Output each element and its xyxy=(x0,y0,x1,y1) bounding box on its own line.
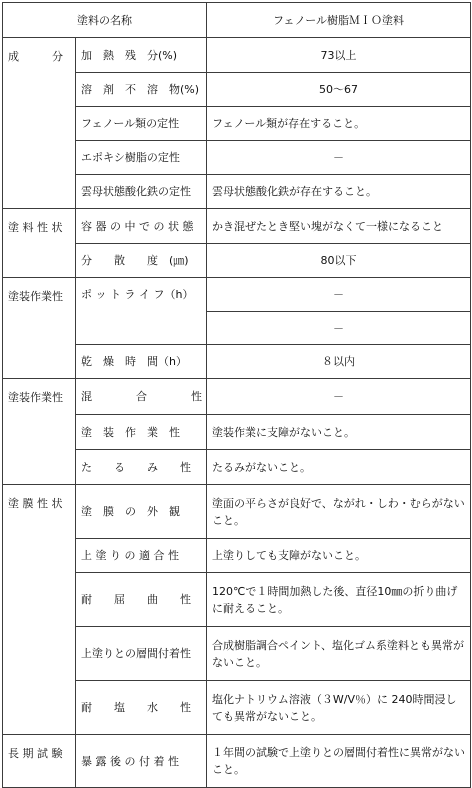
value-cell: 塗面の平らさが良好で、ながれ・しわ・むらがないこと。 xyxy=(207,485,471,539)
property-cell: 加 熱 残 分(%) xyxy=(76,38,207,73)
property-cell: 暴 露 後 の 付 着 性 xyxy=(76,735,207,788)
category-cell: 塗 料 性 状 xyxy=(3,209,76,278)
value-cell: フェノール類が存在すること。 xyxy=(207,107,471,141)
value-cell: ８以内 xyxy=(207,345,471,379)
value-cell: 120℃で１時間加熱した後、直径10㎜の折り曲げに耐えること。 xyxy=(207,573,471,627)
paint-name-header: フェノール樹脂ＭＩＯ塗料 xyxy=(207,3,471,38)
value-cell: － xyxy=(207,278,471,312)
property-cell: ポ ッ ト ラ イ フ（h） xyxy=(76,278,207,345)
category-cell: 塗 膜 性 状 xyxy=(3,485,76,735)
property-cell: 分 散 度 (㎛) xyxy=(76,244,207,278)
value-cell: 80以下 xyxy=(207,244,471,278)
property-cell: 耐 塩 水 性 xyxy=(76,681,207,735)
table-row xyxy=(3,379,471,415)
table-row xyxy=(3,38,471,73)
property-cell: 乾 燥 時 間（h） xyxy=(76,345,207,379)
value-cell: － xyxy=(207,312,471,345)
property-cell: 上塗りとの層間付着性 xyxy=(76,627,207,681)
property-cell: 上 塗 り の 適 合 性 xyxy=(76,539,207,573)
header-row xyxy=(3,3,471,38)
property-cell: 溶 剤 不 溶 物(%) xyxy=(76,73,207,107)
value-cell: 50～67 xyxy=(207,73,471,107)
table-row xyxy=(3,485,471,539)
value-cell: 塩化ナトリウム溶液（３W/V％）に 240時間浸しても異常がないこと。 xyxy=(207,681,471,735)
property-cell: 容 器 の 中 で の 状 態 xyxy=(76,209,207,244)
property-cell: フェノール類の定性 xyxy=(76,107,207,141)
category-cell: 塗装作業性 xyxy=(3,278,76,379)
value-cell: 73以上 xyxy=(207,38,471,73)
table-row xyxy=(3,278,471,312)
property-cell: 塗 装 作 業 性 xyxy=(76,415,207,450)
value-cell: － xyxy=(207,141,471,175)
property-cell: 雲母状態酸化鉄の定性 xyxy=(76,175,207,209)
category-cell: 長 期 試 験 xyxy=(3,735,76,788)
paint-spec-table xyxy=(2,2,471,788)
table-row xyxy=(3,209,471,244)
category-cell: 成 分 xyxy=(3,38,76,209)
value-cell: １年間の試験で上塗りとの層間付着性に異常がないこと。 xyxy=(207,735,471,788)
property-cell: エポキシ樹脂の定性 xyxy=(76,141,207,175)
value-cell: 上塗りしても支障がないこと。 xyxy=(207,539,471,573)
value-cell: かき混ぜたとき堅い塊がなくて一様になること xyxy=(207,209,471,244)
category-cell: 塗装作業性 xyxy=(3,379,76,485)
property-cell: 塗 膜 の 外 観 xyxy=(76,485,207,539)
item-name-header: 塗料の名称 xyxy=(3,3,207,38)
value-cell: 塗装作業に支障がないこと。 xyxy=(207,415,471,450)
value-cell: たるみがないこと。 xyxy=(207,450,471,485)
property-cell: 耐 屈 曲 性 xyxy=(76,573,207,627)
table-row xyxy=(3,735,471,788)
property-cell: 混 合 性 xyxy=(76,379,207,415)
value-cell: 雲母状態酸化鉄が存在すること。 xyxy=(207,175,471,209)
value-cell: 合成樹脂調合ペイント、塩化ゴム系塗料とも異常がないこと。 xyxy=(207,627,471,681)
value-cell: － xyxy=(207,379,471,415)
property-cell: た る み 性 xyxy=(76,450,207,485)
